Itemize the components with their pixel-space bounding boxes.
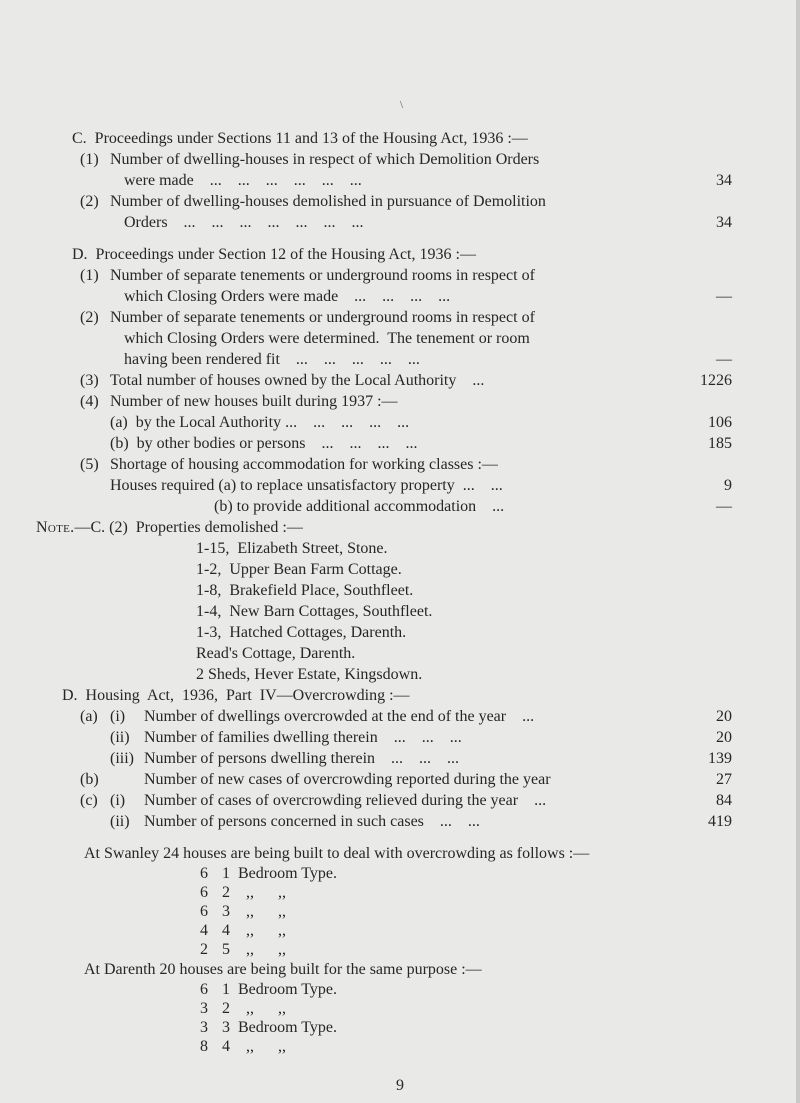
list-item: Read's Cottage, Darenth. [196,645,356,662]
overcrowding-row: (iii) Number of persons dwelling therein ... ... ... 139 [110,750,732,767]
note-properties-list [72,538,732,685]
section-d-item-4: (4) Number of new houses built during 1937 :— [80,393,398,410]
swanley-table [72,864,732,959]
swanley-intro: At Swanley 24 houses are being built to deal with overcrowding as follows :— [84,845,590,862]
overcrowding-row: (ii) Number of families dwelling therein ... ... ... 20 [110,729,732,746]
section-d-item-3: (3) Total number of houses owned by the Local Authority ... 1226 [80,372,732,389]
darenth-intro: At Darenth 20 houses are being built for the same purpose :— [84,961,482,978]
report-body [36,128,732,1056]
section-d-item-4b: (b) by other bodies or persons ... ... ... ... 185 [110,435,732,452]
list-item: 1-15, Elizabeth Street, Stone. [196,540,388,557]
section-d-item-1: (1) Number of separate tenements or underground rooms in respect of which Closing Orders were made ... ... ... ... — [80,267,732,305]
table-row: 3 2 ,, ,, [200,1000,286,1017]
table-row: 8 4 ,, ,, [200,1038,286,1055]
section-d-item-4a: (a) by the Local Authority ... ... ... ... ... 106 [110,414,732,431]
value-demolition-orders: 34 [716,172,732,189]
section-c-item-1: (1) Number of dwelling-houses in respect of which Demolition Orders were made ... ... ... ... ... ... 34 [80,151,732,189]
value-council-houses: 1226 [700,372,732,389]
overcrowding-heading: D. Housing Act, 1936, Part IV—Overcrowding :— [62,687,410,704]
table-row: 6 3 ,, ,, [200,903,286,920]
darenth-table [72,980,732,1056]
overcrowding-row: (a) (i) Number of dwellings overcrowded at the end of the year ... 20 [80,708,732,725]
value-houses-demolished: 34 [716,214,732,231]
table-row: 4 4 ,, ,, [200,922,286,939]
table-row: 6 1 Bedroom Type. [200,981,338,998]
section-d-item-5a: Houses required (a) to replace unsatisfactory property ... ... 9 [110,477,732,494]
section-d-heading: D. Proceedings under Section 12 of the Housing Act, 1936 :— [72,246,476,263]
overcrowding-row: (b) Number of new cases of overcrowding reported during the year 27 [80,771,732,788]
table-row: 2 5 ,, ,, [200,941,286,958]
table-row: 3 3 Bedroom Type. [200,1019,338,1036]
section-d-item-2: (2) Number of separate tenements or underground rooms in respect of which Closing Orders were determined. The tenement or room having been rendered fit ... ... ... ... ... — [80,309,732,368]
page-number: 9 [396,1077,404,1094]
list-item: 2 Sheds, Hever Estate, Kingsdown. [196,666,423,683]
table-row: 6 1 Bedroom Type. [200,865,338,882]
overcrowding-row: (c) (i) Number of cases of overcrowding relieved during the year ... 84 [80,792,732,809]
note-heading: Note.—C. (2) Properties demolished :— [36,519,303,536]
section-d-item-5: (5) Shortage of housing accommodation for working classes :— [80,456,498,473]
section-d-item-5b: (b) to provide additional accommodation ... — [110,498,732,515]
section-c-heading: C. Proceedings under Sections 11 and 13 of the Housing Act, 1936 :— [72,130,528,147]
overcrowding-row: (ii) Number of persons concerned in such cases ... ... 419 [110,813,732,830]
section-c-item-2: (2) Number of dwelling-houses demolished in pursuance of Demolition Orders ... ... ... ... ... ... ... 34 [80,193,732,231]
list-item: 1-3, Hatched Cottages, Darenth. [196,624,407,641]
list-item: 1-4, New Barn Cottages, Southfleet. [196,603,433,620]
list-item: 1-2, Upper Bean Farm Cottage. [196,561,402,578]
table-row: 6 2 ,, ,, [200,884,286,901]
corner-mark: \ [400,99,404,111]
list-item: 1-8, Brakefield Place, Southfleet. [196,582,414,599]
